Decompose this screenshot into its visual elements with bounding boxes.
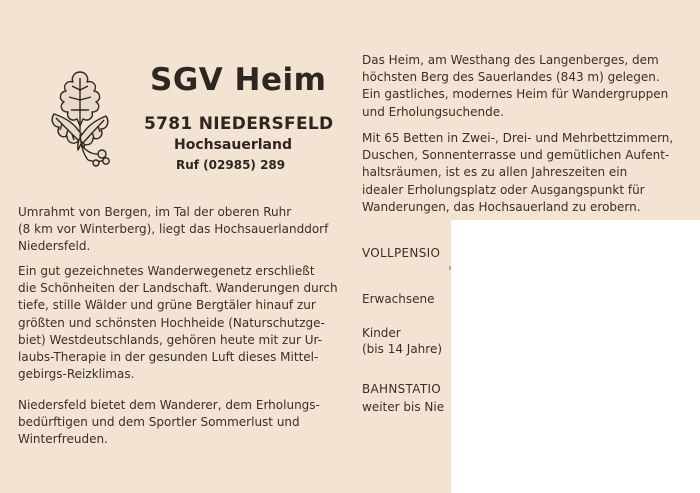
adults-label: Erwachsene [362, 292, 435, 306]
cropped-area [451, 220, 700, 493]
children-age-label: (bis 14 Jahre) [362, 342, 443, 356]
price-heading: VOLLPENSIO [362, 246, 441, 260]
left-paragraph-2: Ein gut gezeichnetes Wanderwegenetz erschließt die Schönheiten der Landschaft. Wanderungen durch tiefe, stille Wälder und grüne Bergtäler hinauf zur größten und schönsten Hochheide (Naturschutzge- biet) Westdeutschlands, gehören heute mit zur Ur- laubs-Therapie in der gesunden Luft dieses Mittel- gebirgs-Reizklimas. [18, 264, 338, 382]
oak-leaf-icon [44, 64, 116, 168]
children-label: Kinder [362, 326, 401, 340]
city-line: 5781 NIEDERSFELD [144, 114, 334, 134]
station-heading: BAHNSTATIO [362, 382, 442, 396]
hostel-title: SGV Heim [150, 62, 327, 98]
right-paragraph-1: Das Heim, am Westhang des Langenberges, dem höchsten Berg des Sauerlandes (843 m) gelegen. Ein gastliches, modernes Heim für Wandergruppen und Erholungsuchende. [362, 53, 669, 119]
region-line: Hochsauerland [174, 137, 292, 153]
station-text: weiter bis Nie [362, 400, 445, 414]
left-paragraph-3: Niedersfeld bietet dem Wanderer, dem Erholungs- bedürftigen und dem Sportler Sommerlust und Winterfreuden. [18, 398, 320, 447]
left-paragraph-1: Umrahmt von Bergen, im Tal der oberen Ruhr (8 km vor Winterberg), liegt das Hochsauerlanddorf Niedersfeld. [18, 205, 329, 254]
right-paragraph-2: Mit 65 Betten in Zwei-, Drei- und Mehrbettzimmern, Duschen, Sonnenterrasse und gemütlichen Aufent- haltsräumen, ist es zu allen Jahreszeiten ein idealer Erholungsplatz oder Ausgangspunkt für Wanderungen, das Hochsauerland zu erobern. [362, 131, 674, 214]
phone-line: Ruf (02985) 289 [176, 158, 286, 172]
